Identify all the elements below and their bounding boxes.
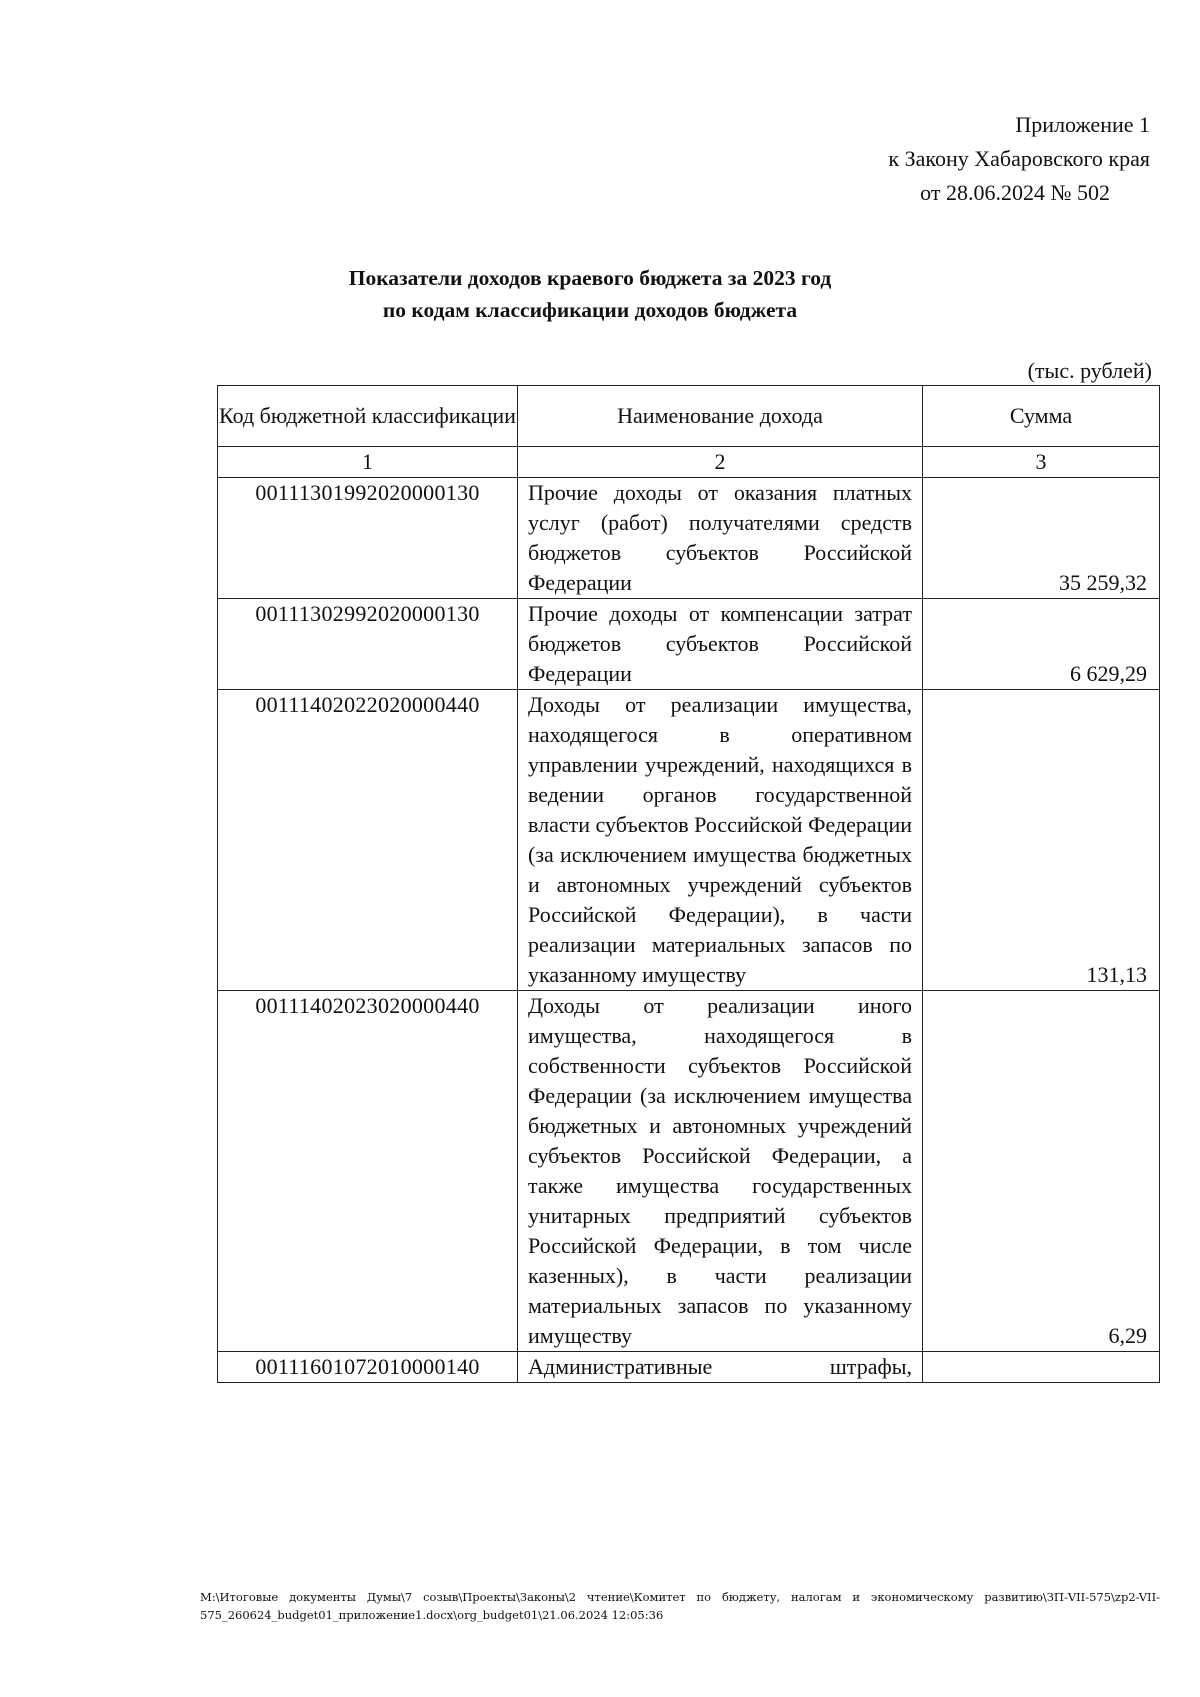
table-row	[218, 991, 1160, 1352]
appendix-title: Приложение 1	[1015, 112, 1150, 137]
document-title-line2: по кодам классификации доходов бюджета	[382, 298, 798, 322]
table-row	[218, 599, 1160, 690]
header-sum: Сумма	[923, 386, 1160, 447]
document-title	[180, 262, 1000, 326]
table-header-row	[218, 386, 1160, 447]
row-name: Доходы от реализации иного имущества, находящегося в собственности субъектов Российской Федерации (за исключением имущества бюджетных и автономных учреждений субъектов Российской Федерации, а также имущества государственных унитарных предприятий субъектов Российской Федерации, в том числе казенных), в части реализации материальных запасов по указанному имуществу	[518, 991, 923, 1352]
units-label: (тыс. рублей)	[1027, 358, 1152, 383]
header-name: Наименование дохода	[518, 386, 923, 447]
row-name: Прочие доходы от компенсации затрат бюджетов субъектов Российской Федерации	[518, 599, 923, 690]
table-row	[218, 1352, 1160, 1383]
column-number-3: 3	[923, 447, 1160, 478]
table-row	[218, 478, 1160, 599]
column-number-2: 2	[518, 447, 923, 478]
row-code: 00111302992020000130	[218, 599, 518, 690]
row-code: 00111402022020000440	[218, 690, 518, 991]
row-name: Административные штрафы,	[518, 1352, 923, 1383]
income-table	[217, 385, 1160, 1383]
footer-file-path: М:\Итоговые документы Думы\7 созыв\Проекты\Законы\2 чтение\Комитет по бюджету, налогам и экономическому развитию\ЗП-VII-575\zp2-VII-575_260624_budget01_приложение1.docx\org_budget01\21.06.2024 12:05:36	[200, 1590, 1160, 1622]
table-row	[218, 690, 1160, 991]
row-sum: 6 629,29	[923, 599, 1160, 690]
column-number-1: 1	[218, 447, 518, 478]
document-title-line1: Показатели доходов краевого бюджета за 2023 год	[348, 266, 832, 290]
row-name: Прочие доходы от оказания платных услуг (работ) получателями средств бюджетов субъектов Российской Федерации	[518, 478, 923, 599]
row-sum: 6,29	[923, 991, 1160, 1352]
row-code: 00111601072010000140	[218, 1352, 518, 1383]
row-name: Доходы от реализации имущества, находящегося в оперативном управлении учреждений, находящихся в ведении органов государственной власти субъектов Российской Федерации (за исключением имущества бюджетных и автономных учреждений субъектов Российской Федерации), в части реализации материальных запасов по указанному имуществу	[518, 690, 923, 991]
row-code: 00111301992020000130	[218, 478, 518, 599]
appendix-date-number: от 28.06.2024 № 502	[920, 180, 1110, 205]
appendix-law-reference: к Закону Хабаровского края	[888, 146, 1150, 171]
column-number-row	[218, 447, 1160, 478]
row-sum: 35 259,32	[923, 478, 1160, 599]
row-code: 00111402023020000440	[218, 991, 518, 1352]
appendix-block	[650, 108, 1150, 210]
row-sum: 131,13	[923, 690, 1160, 991]
row-sum	[923, 1352, 1160, 1383]
header-code: Код бюджетной классификации	[218, 386, 518, 447]
